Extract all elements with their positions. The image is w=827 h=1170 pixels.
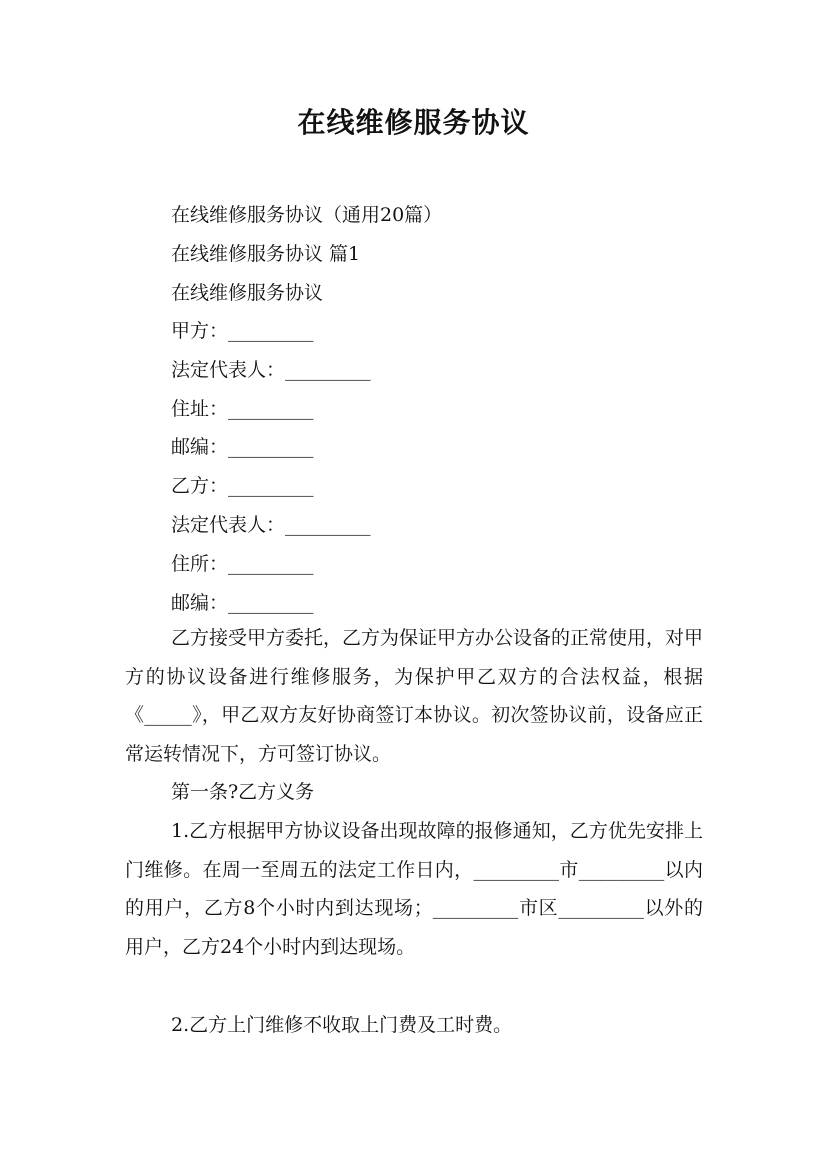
party-a-field: 甲方：_________ (171, 320, 314, 342)
party-a-postcode-field: 邮编：_________ (171, 436, 314, 458)
intro-paragraph: 乙方接受甲方委托，乙方为保证甲方办公设备的正常使用，对甲方的协议设备进行维修服务，为保护甲乙双方的合法权益，根据《_____》，甲乙双方友好协商签订本协议。初次签协议前，设备应正常运转情况下，方可签订协议。 (125, 627, 704, 765)
party-b-address-field: 住所：_________ (171, 553, 314, 575)
party-b-field: 乙方：_________ (171, 475, 314, 497)
doc-heading-collection: 在线维修服务协议（通用20篇） (171, 204, 443, 226)
article-one-heading: 第一条?乙方义务 (171, 781, 315, 803)
party-a-address-field: 住址：_________ (171, 398, 314, 420)
party-b-representative-field: 法定代表人：_________ (171, 514, 371, 536)
document-title: 在线维修服务协议 (297, 106, 530, 139)
clause-2-paragraph: 2.乙方上门维修不收取上门费及工时费。 (171, 1014, 513, 1036)
doc-heading-agreement: 在线维修服务协议 (171, 282, 324, 304)
party-a-representative-field: 法定代表人：_________ (171, 359, 371, 381)
party-b-postcode-field: 邮编：_________ (171, 592, 314, 614)
doc-heading-chapter: 在线维修服务协议 篇1 (171, 243, 361, 265)
clause-1-paragraph: 1.乙方根据甲方协议设备出现故障的报修通知，乙方优先安排上门维修。在周一至周五的法定工作日内，_________市_________以内的用户，乙方8个小时内到达现场；_________市区_________以外的用户，乙方24个小时内到达现场。 (125, 820, 703, 958)
